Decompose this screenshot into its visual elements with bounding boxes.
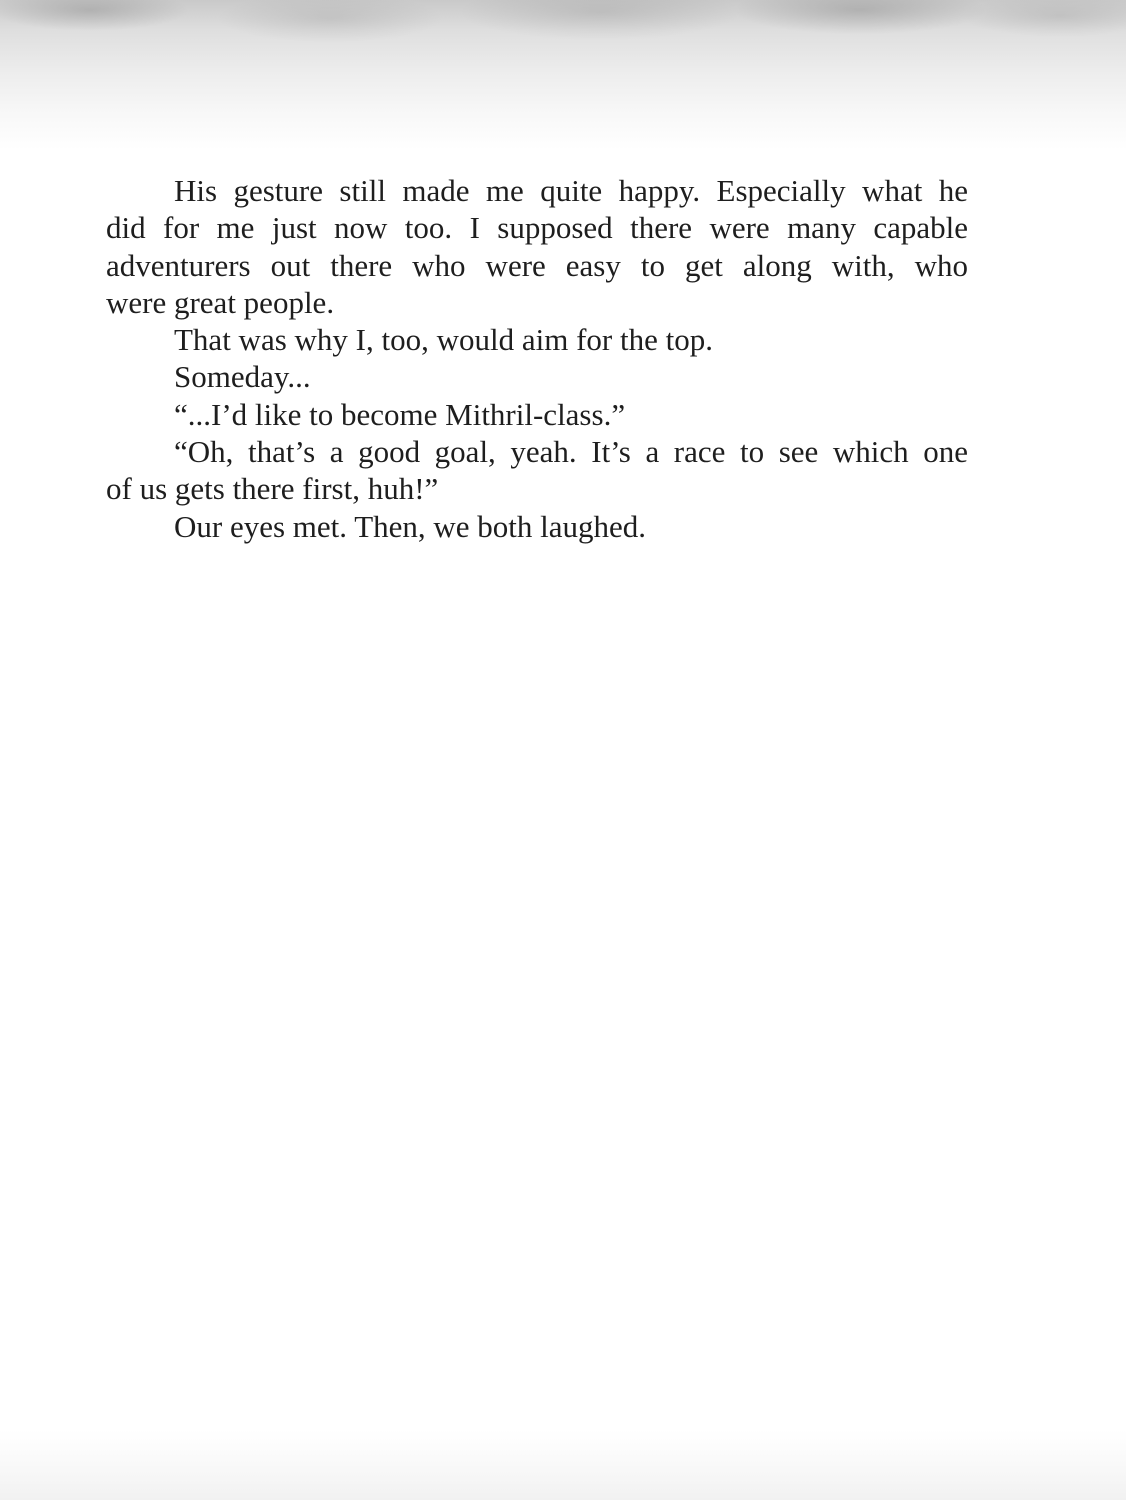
text-line: were great people. <box>106 284 335 320</box>
text-line: of us gets there first, huh!” <box>106 471 439 507</box>
paper-texture-bottom <box>0 1430 1126 1500</box>
body-text <box>106 172 968 545</box>
text-line: “...I’d like to become Mithril-class.” <box>174 396 626 432</box>
text-line: adventurers out there who were easy to get along with, who <box>106 247 968 283</box>
paper-texture-top <box>0 0 1126 150</box>
text-line: did for me just now too. I supposed there were many capable <box>106 210 968 246</box>
paragraph-6 <box>106 508 968 545</box>
text-line: That was why I, too, would aim for the top. <box>174 322 713 358</box>
text-line: His gesture still made me quite happy. Especially what he <box>174 173 968 208</box>
text-line: Our eyes met. Then, we both laughed. <box>174 508 647 544</box>
paragraph-3 <box>106 358 968 395</box>
paragraph-1 <box>106 172 968 321</box>
paragraph-4 <box>106 396 968 433</box>
paragraph-5 <box>106 433 968 508</box>
text-line: “Oh, that’s a good goal, yeah. It’s a race to see which one <box>174 434 968 470</box>
paragraph-2 <box>106 321 968 358</box>
text-line: Someday... <box>174 359 311 395</box>
